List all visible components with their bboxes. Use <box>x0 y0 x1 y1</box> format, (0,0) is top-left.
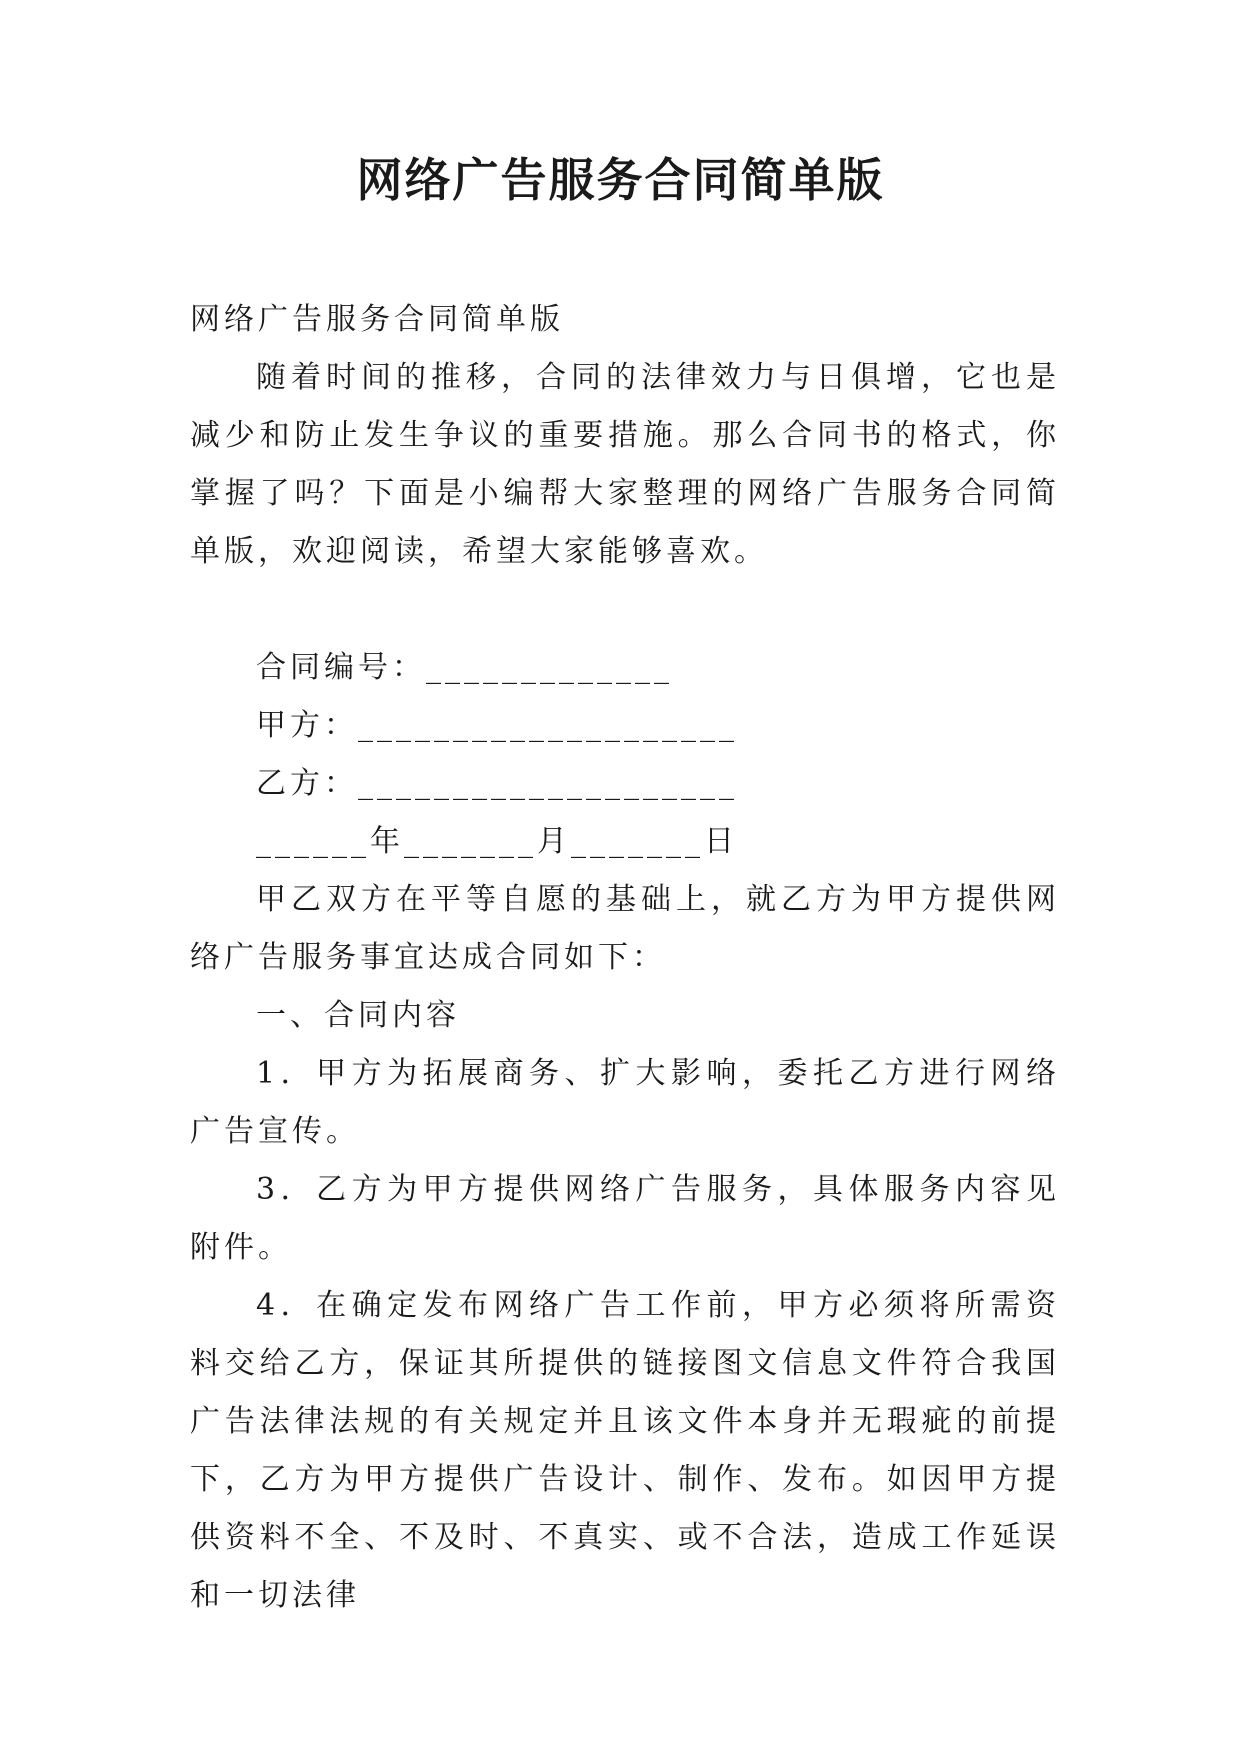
preamble-paragraph: 甲乙双方在平等自愿的基础上，就乙方为甲方提供网络广告服务事宜达成合同如下： <box>190 882 1060 975</box>
clause-1: 1．甲方为拓展商务、扩大影响，委托乙方进行网络广告宣传。 <box>190 1056 1060 1149</box>
document-subtitle: 网络广告服务合同简单版 <box>190 302 564 337</box>
clause-3: 3．乙方为甲方提供网络广告服务，具体服务内容见附件。 <box>190 1172 1060 1265</box>
party-b-field: 乙方：____________________ <box>256 766 738 801</box>
paragraph-gap <box>190 581 1060 639</box>
document-body <box>190 291 1060 1625</box>
intro-paragraph: 随着时间的推移，合同的法律效力与日俱增，它也是减少和防止发生争议的重要措施。那么合同书的格式，你掌握了吗？下面是小编帮大家整理的网络广告服务合同简单版，欢迎阅读，希望大家能够喜欢。 <box>190 360 1060 569</box>
contract-number-field: 合同编号：_____________ <box>256 650 673 685</box>
clause-4: 4．在确定发布网络广告工作前，甲方必须将所需资料交给乙方，保证其所提供的链接图文信息文件符合我国广告法律法规的有关规定并且该文件本身并无瑕疵的前提下，乙方为甲方提供广告设计、制作、发布。如因甲方提供资料不全、不及时、不真实、或不合法，造成工作延误和一切法律 <box>190 1288 1060 1613</box>
party-a-field: 甲方：____________________ <box>256 708 738 743</box>
section-heading: 一、合同内容 <box>256 998 460 1033</box>
document-title: 网络广告服务合同简单版 <box>356 153 885 207</box>
date-field: ______年_______月_______日 <box>256 824 738 859</box>
